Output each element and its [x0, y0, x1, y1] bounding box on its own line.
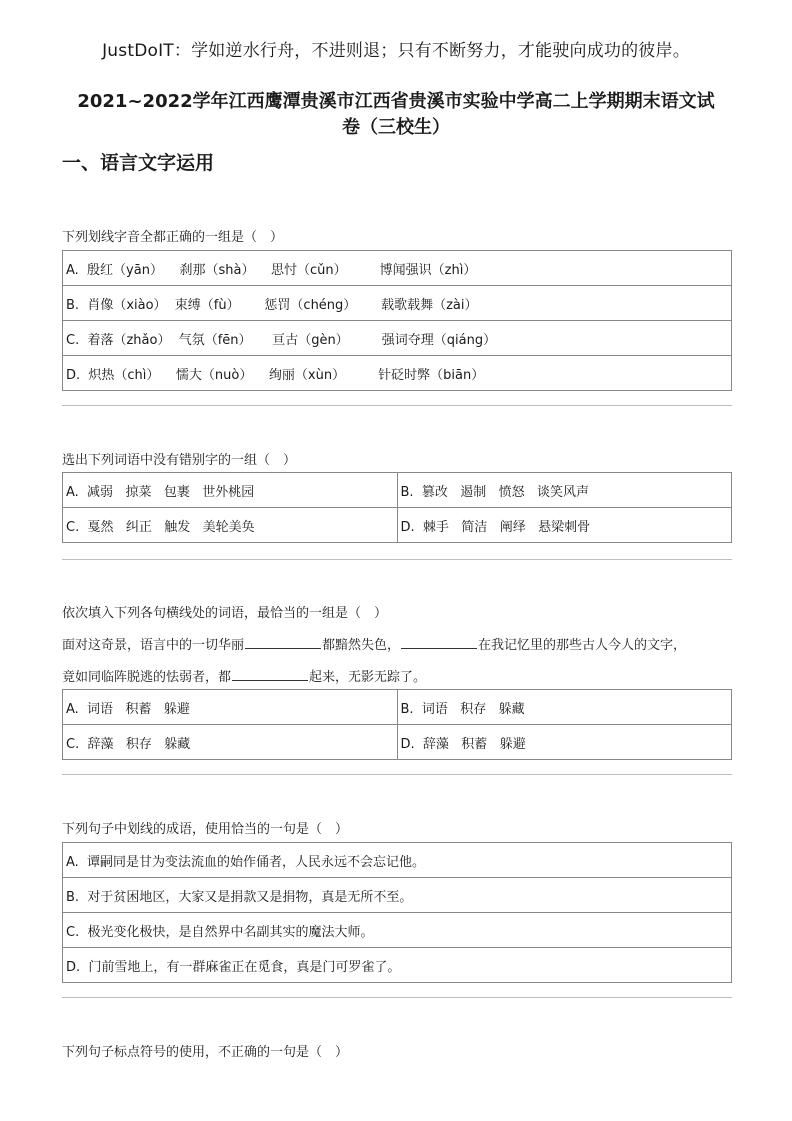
- q3-passage-text: 都黯然失色，: [322, 638, 401, 653]
- divider: [62, 774, 732, 775]
- q1-option-c[interactable]: C. 着落（zhǎo） 气氛（fēn） 亘古（gèn） 强词夺理（qiáng）: [63, 321, 732, 356]
- section-heading: 一、语言文字运用: [62, 152, 215, 174]
- q4-prompt: 下列句子中划线的成语，使用恰当的一句是（ ）: [62, 822, 349, 837]
- q1-option-b[interactable]: B. 肖像（xiào） 束缚（fù） 惩罚（chéng） 载歌载舞（zài）: [63, 286, 732, 321]
- q2-prompt: 选出下列词语中没有错别字的一组（ ）: [62, 453, 297, 468]
- q2-option-b[interactable]: B. 篡改 遏制 愤怒 谈笑风声: [397, 473, 732, 508]
- q2-option-c[interactable]: C. 戛然 纠正 触发 美轮美奂: [63, 508, 398, 543]
- q2-option-a[interactable]: A. 减弱 掠菜 包裹 世外桃园: [63, 473, 398, 508]
- q3-passage-line-1: [62, 634, 686, 653]
- q3-passage-line-2: [62, 666, 426, 685]
- q3-options-table: [62, 689, 732, 760]
- q1-prompt: 下列划线字音全都正确的一组是（ ）: [62, 230, 284, 245]
- motto-header: JustDoIT：学如逆水行舟，不进则退；只有不断努力，才能驶向成功的彼岸。: [102, 41, 690, 61]
- divider: [62, 405, 732, 406]
- q4-option-a[interactable]: A. 谭嗣同是甘为变法流血的始作俑者，人民永远不会忘记他。: [63, 843, 732, 878]
- exam-title-line-1: 2021~2022学年江西鹰潭贵溪市江西省贵溪市实验中学高二上学期期末语文试: [77, 91, 715, 112]
- q2-option-d[interactable]: D. 棘手 简洁 阐绎 悬梁刺骨: [397, 508, 732, 543]
- fill-blank: [401, 636, 477, 649]
- q1-options-table: [62, 250, 732, 391]
- q3-passage-text: 起来，无影无踪了。: [309, 670, 427, 685]
- q3-passage-text: 在我记忆里的那些古人今人的文字，: [478, 638, 687, 653]
- fill-blank: [232, 668, 308, 681]
- q5-prompt: 下列句子标点符号的使用，不正确的一句是（ ）: [62, 1045, 349, 1060]
- q3-option-d[interactable]: D. 辞藻 积蓄 躲避: [397, 725, 732, 760]
- q3-passage-text: 竟如同临阵脱逃的怯弱者，都: [62, 670, 232, 685]
- q3-option-c[interactable]: C. 辞藻 积存 躲藏: [63, 725, 398, 760]
- q1-option-a[interactable]: A. 殷红（yān） 刹那（shà） 思忖（cǔn） 博闻强识（zhì）: [63, 251, 732, 286]
- q3-option-b[interactable]: B. 词语 积存 躲藏: [397, 690, 732, 725]
- q3-option-a[interactable]: A. 词语 积蓄 躲避: [63, 690, 398, 725]
- q4-option-c[interactable]: C. 极光变化极快，是自然界中名副其实的魔法大师。: [63, 913, 732, 948]
- divider: [62, 997, 732, 998]
- fill-blank: [245, 636, 321, 649]
- q4-option-d[interactable]: D. 门前雪地上，有一群麻雀正在觅食，真是门可罗雀了。: [63, 948, 732, 983]
- exam-title-line-2: 卷（三校生）: [342, 117, 450, 138]
- q1-option-d[interactable]: D. 炽热（chì） 懦大（nuò） 绚丽（xùn） 针砭时弊（biān）: [63, 356, 732, 391]
- q2-options-table: [62, 472, 732, 543]
- divider: [62, 559, 732, 560]
- q4-option-b[interactable]: B. 对于贫困地区，大家又是捐款又是捐物，真是无所不至。: [63, 878, 732, 913]
- q3-passage-text: 面对这奇景，语言中的一切华丽: [62, 638, 245, 653]
- q4-options-table: [62, 842, 732, 983]
- q3-prompt: 依次填入下列各句横线处的词语，最恰当的一组是（ ）: [62, 606, 388, 621]
